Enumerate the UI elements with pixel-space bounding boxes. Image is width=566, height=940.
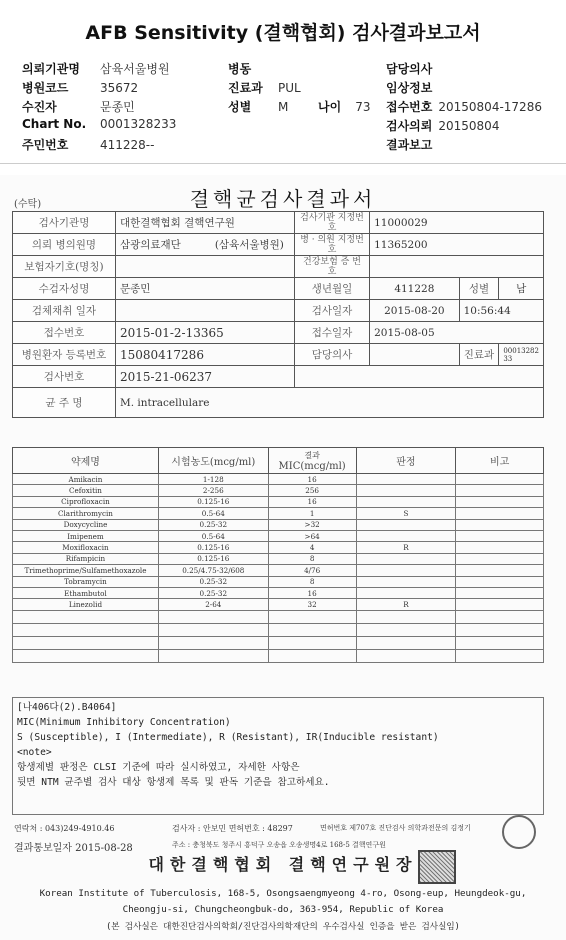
cell-remark (456, 474, 544, 485)
cell-test-range: 0.5-64 (158, 530, 268, 541)
header-field: 임상정보 (386, 81, 433, 95)
cell-mic: >64 (268, 530, 356, 541)
header-field: 주민번호 411228-- (22, 138, 155, 152)
address-line: 주소 : 충청북도 청주시 흥덕구 오송읍 오송생명4로 168-5 결핵연구원 (172, 841, 386, 849)
table-row (13, 553, 544, 564)
table-row (13, 366, 544, 388)
cell-value: M. intracellulare (115, 388, 543, 418)
cell-label: 검사기관명 (13, 212, 116, 234)
header-drug: 약제명 (13, 448, 159, 474)
note-line: [나406다(2).B4064] (17, 702, 117, 713)
cell-value (115, 300, 294, 322)
cell-drug-name: Linezolid (13, 599, 159, 610)
cell-remark (456, 576, 544, 587)
contact-info: 연락처 : 043)249-4910.46 (14, 824, 115, 833)
cell-remark (456, 542, 544, 553)
cell-interpretation (356, 576, 456, 587)
cell-label: 검사기관 지정번호 (294, 212, 369, 234)
empty-row (13, 610, 544, 623)
empty-cell (158, 623, 268, 636)
cell-remark (456, 519, 544, 530)
cell-mic: 256 (268, 485, 356, 496)
cell-value: 11000029 (370, 212, 544, 234)
table-row (13, 542, 544, 553)
cell-interpretation (356, 474, 456, 485)
seal-stamp (502, 815, 536, 849)
cell-mic: 4 (268, 542, 356, 553)
cell-value: 남 (499, 278, 544, 300)
header-field: 검사의뢰 20150804 (386, 119, 500, 133)
institute-name: 대한결핵협회 결핵연구원장 (148, 855, 418, 874)
table-row (13, 485, 544, 496)
table-row (13, 234, 544, 256)
cell-interpretation (356, 530, 456, 541)
cell-label: 접수번호 (13, 322, 116, 344)
cell-label: 담당의사 (294, 344, 369, 366)
header-field: 접수번호 20150804-17286 (386, 100, 542, 114)
cell-test-range: 0.25-32 (158, 519, 268, 530)
table-row (13, 474, 544, 485)
cell-interpretation (356, 496, 456, 507)
cell-test-range: 0.5-64 (158, 508, 268, 519)
empty-cell (356, 623, 456, 636)
empty-row (13, 623, 544, 636)
header-field: 병원코드 35672 (22, 81, 139, 95)
cell-value (294, 366, 543, 388)
cell-value: 10:56:44 (459, 300, 543, 322)
empty-cell (268, 649, 356, 662)
cell-value (370, 256, 544, 278)
table-row (13, 508, 544, 519)
cell-drug-name: Imipenem (13, 530, 159, 541)
cell-value: 2015-08-20 (370, 300, 459, 322)
header-field: 담당의사 (386, 62, 433, 76)
cell-remark (456, 508, 544, 519)
cell-remark (456, 530, 544, 541)
note-line: S (Susceptible), I (Intermediate), R (Resistant), IR(Inducible resistant) (17, 732, 439, 743)
tester-info: 검사자 : 안보민 면허번호 : 48297 (172, 824, 293, 833)
consignment-label: (수탁) (14, 199, 42, 210)
note-line: 뒷면 NTM 균주별 검사 대상 항생제 목록 및 판독 기준을 참고하세요. (17, 777, 330, 788)
cell-drug-name: Amikacin (13, 474, 159, 485)
cell-value: 2015-21-06237 (115, 366, 294, 388)
cell-value: 삼광의료재단 (삼육서울병원) (115, 234, 294, 256)
table-row (13, 300, 544, 322)
table-row (13, 344, 544, 366)
cell-remark (456, 599, 544, 610)
cell-label: 생년월일 (294, 278, 369, 300)
header-remark: 비고 (456, 448, 544, 474)
table-row (13, 212, 544, 234)
table-row (13, 599, 544, 610)
cell-remark (456, 587, 544, 598)
table-row (13, 322, 544, 344)
cell-interpretation: S (356, 508, 456, 519)
header-mic: 결과 MIC(mcg/ml) (268, 448, 356, 474)
cell-mic: 16 (268, 496, 356, 507)
table-row (13, 388, 544, 418)
cell-mic: >32 (268, 519, 356, 530)
cell-drug-name: Doxycycline (13, 519, 159, 530)
cell-value: 00013282 33 (499, 344, 544, 366)
header-age: 나이 73 (318, 100, 371, 114)
cell-remark (456, 565, 544, 576)
cell-label: 검사번호 (13, 366, 116, 388)
cell-value: 대한결핵협회 결핵연구원 (115, 212, 294, 234)
cell-test-range: 0.125-16 (158, 542, 268, 553)
cell-mic: 8 (268, 576, 356, 587)
cell-label: 병원환자 등록번호 (13, 344, 116, 366)
table-row (13, 576, 544, 587)
cell-test-range: 0.25/4.75-32/608 (158, 565, 268, 576)
cell-test-range: 2-256 (158, 485, 268, 496)
header-dept: 진료과 PUL (228, 81, 301, 95)
cell-interpretation (356, 587, 456, 598)
cell-test-range: 0.125-16 (158, 496, 268, 507)
cell-remark (456, 485, 544, 496)
cell-label: 검사일자 (294, 300, 369, 322)
header-divider (0, 163, 566, 164)
header-field: 수진자 문종민 (22, 100, 135, 114)
cell-value: 11365200 (370, 234, 544, 256)
cell-label: 균 주 명 (13, 388, 116, 418)
table-row (13, 278, 544, 300)
cell-drug-name: Rifampicin (13, 553, 159, 564)
cell-interpretation: R (356, 599, 456, 610)
table-row (13, 496, 544, 507)
header-field: 결과보고 (386, 138, 433, 152)
table-header-row (13, 448, 544, 474)
empty-row (13, 649, 544, 662)
cell-remark (456, 553, 544, 564)
cell-value: 411228 (370, 278, 459, 300)
susceptibility-table (12, 447, 544, 663)
cell-test-range: 0.25-32 (158, 576, 268, 587)
cell-mic: 8 (268, 553, 356, 564)
cell-value: 15080417286 (115, 344, 294, 366)
cell-drug-name: Clarithromycin (13, 508, 159, 519)
empty-cell (456, 623, 544, 636)
cell-label: 성별 (459, 278, 499, 300)
cell-value: 2015-08-05 (370, 322, 544, 344)
cell-value (115, 256, 294, 278)
empty-cell (456, 610, 544, 623)
empty-cell (13, 623, 159, 636)
empty-cell (356, 649, 456, 662)
cell-mic: 1 (268, 508, 356, 519)
cell-label: 의뢰 병의원명 (13, 234, 116, 256)
cell-drug-name: Cefoxitin (13, 485, 159, 496)
cell-interpretation (356, 553, 456, 564)
cell-drug-name: Ethambutol (13, 587, 159, 598)
header-ward: 병동 (228, 62, 252, 76)
cell-mic: 16 (268, 587, 356, 598)
notes-box (12, 697, 544, 815)
cell-interpretation: R (356, 542, 456, 553)
cell-value: 2015-01-2-13365 (115, 322, 294, 344)
cell-interpretation (356, 485, 456, 496)
header-sex: 성별 M (228, 100, 289, 114)
header-interpretation: 판정 (356, 448, 456, 474)
cell-interpretation (356, 519, 456, 530)
empty-cell (158, 649, 268, 662)
english-address-1: Korean Institute of Tuberculosis, 168-5, Osongsaengmyeong 4-ro, Osong-eup, Heungdeok-gu, (39, 888, 527, 899)
official-stamp (418, 850, 456, 884)
empty-row (13, 636, 544, 649)
empty-cell (268, 610, 356, 623)
cell-drug-name: Trimethoprime/Sulfamethoxazole (13, 565, 159, 576)
cell-test-range: 2-64 (158, 599, 268, 610)
table-row (13, 256, 544, 278)
empty-cell (268, 623, 356, 636)
cell-label: 보험자기호(명칭) (13, 256, 116, 278)
table-row (13, 519, 544, 530)
cell-test-range: 0.125-16 (158, 553, 268, 564)
cell-label: 병 · 의원 지정번호 (294, 234, 369, 256)
table-row (13, 530, 544, 541)
note-line: MIC(Minimum Inhibitory Concentration) (17, 717, 231, 728)
header-field: 의뢰기관명 삼육서울병원 (22, 62, 170, 76)
cell-value: 문종민 (115, 278, 294, 300)
empty-cell (356, 610, 456, 623)
scanned-result-document (0, 175, 566, 940)
cell-drug-name: Ciprofloxacin (13, 496, 159, 507)
director-info: 면허번호 제707호 진단검사 의학과전문의 김정기 (320, 824, 471, 832)
empty-cell (356, 636, 456, 649)
cell-mic: 4/76 (268, 565, 356, 576)
empty-cell (158, 610, 268, 623)
cell-value (370, 344, 459, 366)
header-range: 시험농도(mcg/ml) (158, 448, 268, 474)
report-date: 결과통보일자 2015-08-28 (14, 843, 133, 854)
empty-cell (456, 636, 544, 649)
cell-drug-name: Moxifloxacin (13, 542, 159, 553)
cell-label: 검체채취 일자 (13, 300, 116, 322)
note-line: <note> (17, 747, 52, 758)
empty-cell (13, 610, 159, 623)
empty-cell (268, 636, 356, 649)
patient-info-table (12, 211, 544, 418)
empty-cell (13, 636, 159, 649)
cell-label: 수검자성명 (13, 278, 116, 300)
empty-cell (158, 636, 268, 649)
cell-label: 건강보험 증 번 호 (294, 256, 369, 278)
cell-label: 접수일자 (294, 322, 369, 344)
document-title: 결핵균검사결과서 (189, 187, 377, 211)
table-row (13, 565, 544, 576)
cell-mic: 16 (268, 474, 356, 485)
empty-cell (13, 649, 159, 662)
empty-cell (456, 649, 544, 662)
cell-label: 진료과 (459, 344, 499, 366)
cell-drug-name: Tobramycin (13, 576, 159, 587)
certification-note: (본 검사실은 대한진단검사의학회/진단검사의학재단의 우수검사실 인증을 받은 검사실임) (106, 922, 460, 932)
cell-test-range: 0.25-32 (158, 587, 268, 598)
cell-remark (456, 496, 544, 507)
report-title: AFB Sensitivity (결핵협회) 검사결과보고서 (85, 22, 481, 44)
table-row (13, 587, 544, 598)
cell-interpretation (356, 565, 456, 576)
cell-test-range: 1-128 (158, 474, 268, 485)
note-line: 항생제별 판정은 CLSI 기준에 따라 실시하였고, 자세한 사항은 (17, 762, 300, 773)
english-address-2: Cheongju-si, Chungcheongbuk-do, 363-954, Republic of Korea (122, 904, 444, 915)
header-field: Chart No. 0001328233 (22, 117, 177, 131)
cell-mic: 32 (268, 599, 356, 610)
